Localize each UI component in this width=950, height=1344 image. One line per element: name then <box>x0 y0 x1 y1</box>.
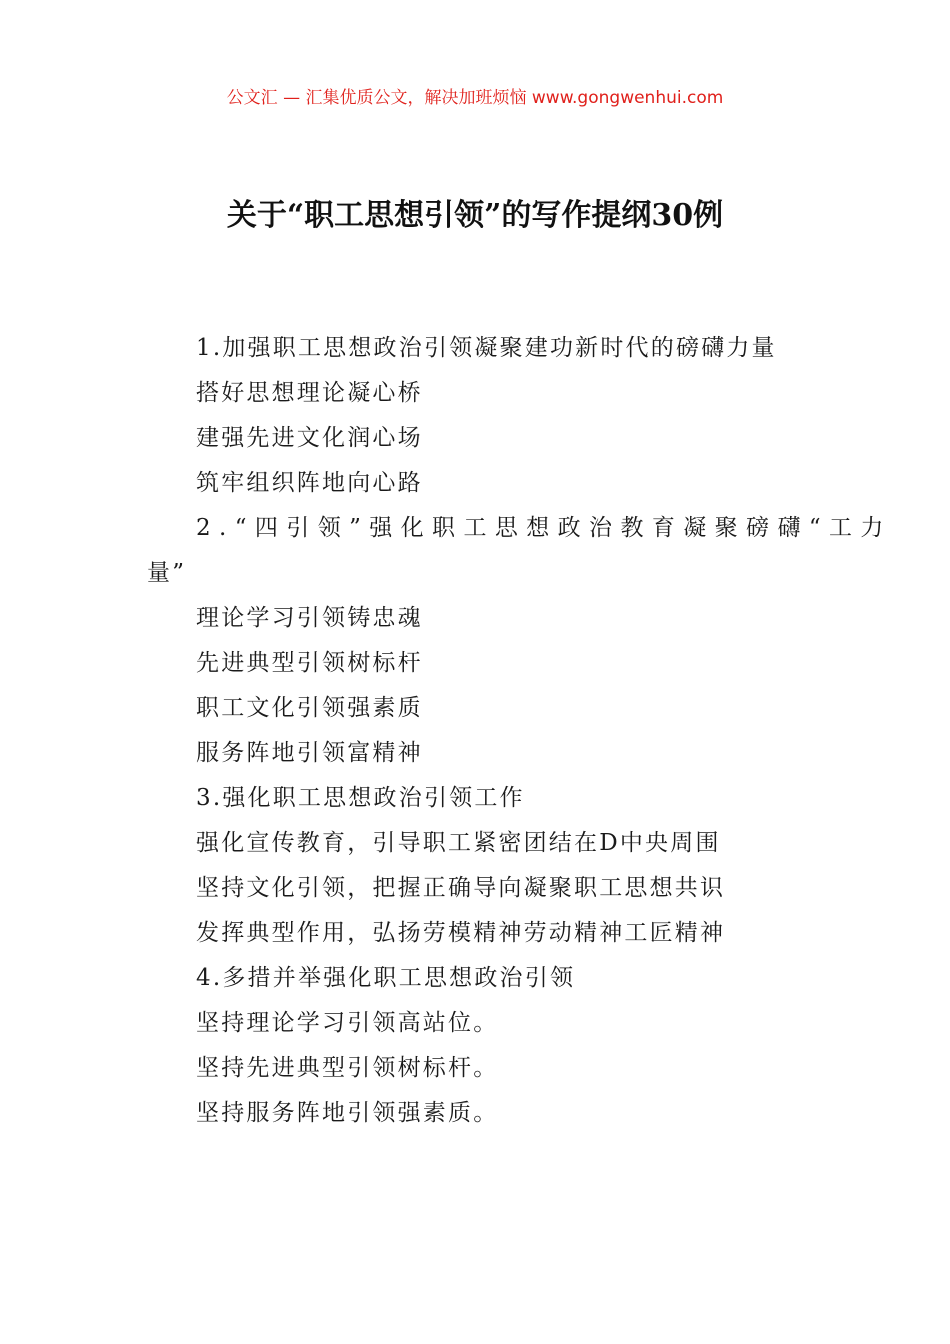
outline-item: 服务阵地引领富精神 <box>196 740 423 766</box>
outline-item: 强化宣传教育，引导职工紧密团结在D中央周围 <box>196 830 721 856</box>
outline-item: 发挥典型作用，弘扬劳模精神劳动精神工匠精神 <box>196 920 726 946</box>
outline-item: 建强先进文化润心场 <box>196 425 423 451</box>
site-header-banner: 公文汇 — 汇集优质公文，解决加班烦恼 www.gongwenhui.com <box>226 88 724 108</box>
outline-item: 先进典型引领树标杆 <box>196 650 423 676</box>
outline-item: 坚持先进典型引领树标杆。 <box>196 1055 499 1081</box>
outline-heading-1: 1.加强职工思想政治引领凝聚建功新时代的磅礴力量 <box>196 335 777 361</box>
outline-item: 坚持文化引领，把握正确导向凝聚职工思想共识 <box>196 875 726 901</box>
outline-item: 理论学习引领铸忠魂 <box>196 605 423 631</box>
outline-item: 筑牢组织阵地向心路 <box>196 470 423 496</box>
outline-item: 坚持服务阵地引领强素质。 <box>196 1100 499 1126</box>
outline-item: 搭好思想理论凝心桥 <box>196 380 423 406</box>
outline-item: 坚持理论学习引领高站位。 <box>196 1010 499 1036</box>
document-title: 关于“职工思想引领”的写作提纲30例 <box>226 198 724 233</box>
outline-heading-3: 3.强化职工思想政治引领工作 <box>196 785 525 811</box>
outline-heading-2-continued: 量” <box>147 560 187 586</box>
outline-heading-2: 2.“四引领”强化职工思想政治教育凝聚磅礴“工力 <box>196 515 892 541</box>
outline-heading-4: 4.多措并举强化职工思想政治引领 <box>196 965 576 991</box>
document-body <box>147 326 892 1136</box>
outline-item: 职工文化引领强素质 <box>196 695 423 721</box>
